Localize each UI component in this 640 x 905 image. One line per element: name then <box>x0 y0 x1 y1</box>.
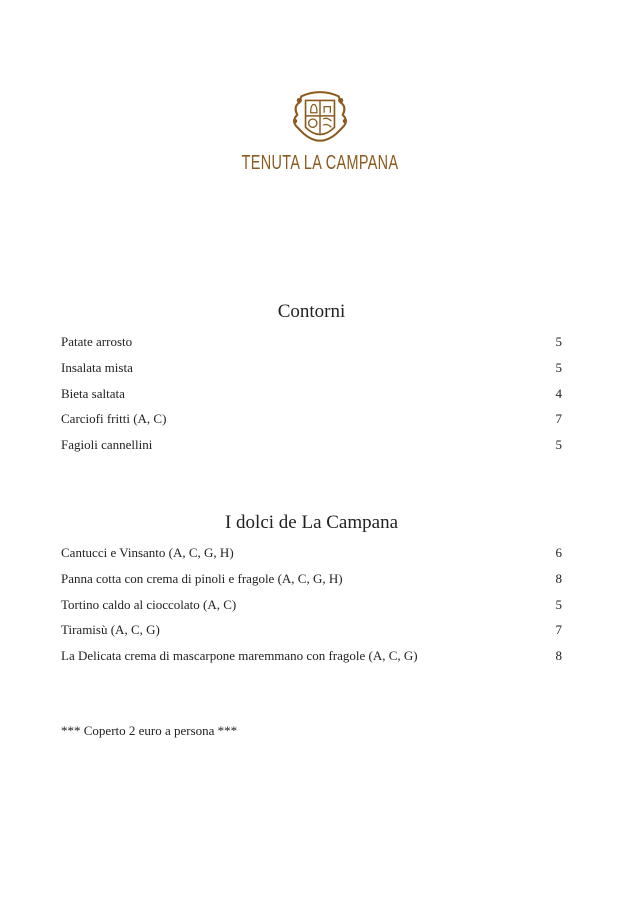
brand-name: TENUTA LA CAMPANA <box>241 152 399 174</box>
menu-item-name: Tortino caldo al cioccolato (A, C) <box>61 596 237 612</box>
menu-item-price: 7 <box>555 622 562 638</box>
dolci-list <box>61 544 562 673</box>
dolci-section <box>61 512 562 673</box>
logo <box>0 88 640 175</box>
menu-item-name: Insalata mista <box>61 359 133 375</box>
menu-item-name: Bieta saltata <box>61 385 125 401</box>
menu-item-name: Cantucci e Vinsanto (A, C, G, H) <box>61 545 234 560</box>
menu-item-price: 8 <box>555 648 562 664</box>
menu-item <box>61 621 562 647</box>
menu-item <box>61 436 562 462</box>
menu-item-price: 5 <box>555 334 562 349</box>
menu-item <box>61 647 562 673</box>
menu-item-name: Tiramisù (A, C, G) <box>61 622 160 638</box>
coperto-note: *** Coperto 2 euro a persona *** <box>61 723 238 738</box>
section-title-dolci: I dolci de La Campana <box>224 512 399 533</box>
section-title-contorni: Contorni <box>277 301 346 322</box>
menu-item-price: 5 <box>555 596 562 612</box>
menu-item-price: 6 <box>555 545 562 560</box>
menu-item <box>61 333 562 359</box>
menu-item-name: La Delicata crema di mascarpone maremmano con fragole (A, C, G) <box>61 648 418 664</box>
menu-item-price: 5 <box>555 437 562 453</box>
menu-item <box>61 410 562 436</box>
menu-item <box>61 359 562 385</box>
menu-item-name: Carciofi fritti (A, C) <box>61 411 167 427</box>
menu-item <box>61 570 562 596</box>
menu-item <box>61 544 562 570</box>
menu-item <box>61 596 562 622</box>
menu-item-price: 8 <box>555 570 562 586</box>
menu-item <box>61 385 562 411</box>
menu-item-name: Panna cotta con crema di pinoli e fragole (A, C, G, H) <box>61 570 343 586</box>
crest-logo-icon <box>289 88 351 150</box>
menu-item-name: Patate arrosto <box>61 334 133 349</box>
menu-item-price: 5 <box>555 359 562 375</box>
menu-item-price: 4 <box>555 385 562 401</box>
contorni-list <box>61 333 562 462</box>
contorni-section <box>61 301 562 462</box>
menu-item-price: 7 <box>555 411 562 427</box>
menu-item-name: Fagioli cannellini <box>61 437 153 453</box>
